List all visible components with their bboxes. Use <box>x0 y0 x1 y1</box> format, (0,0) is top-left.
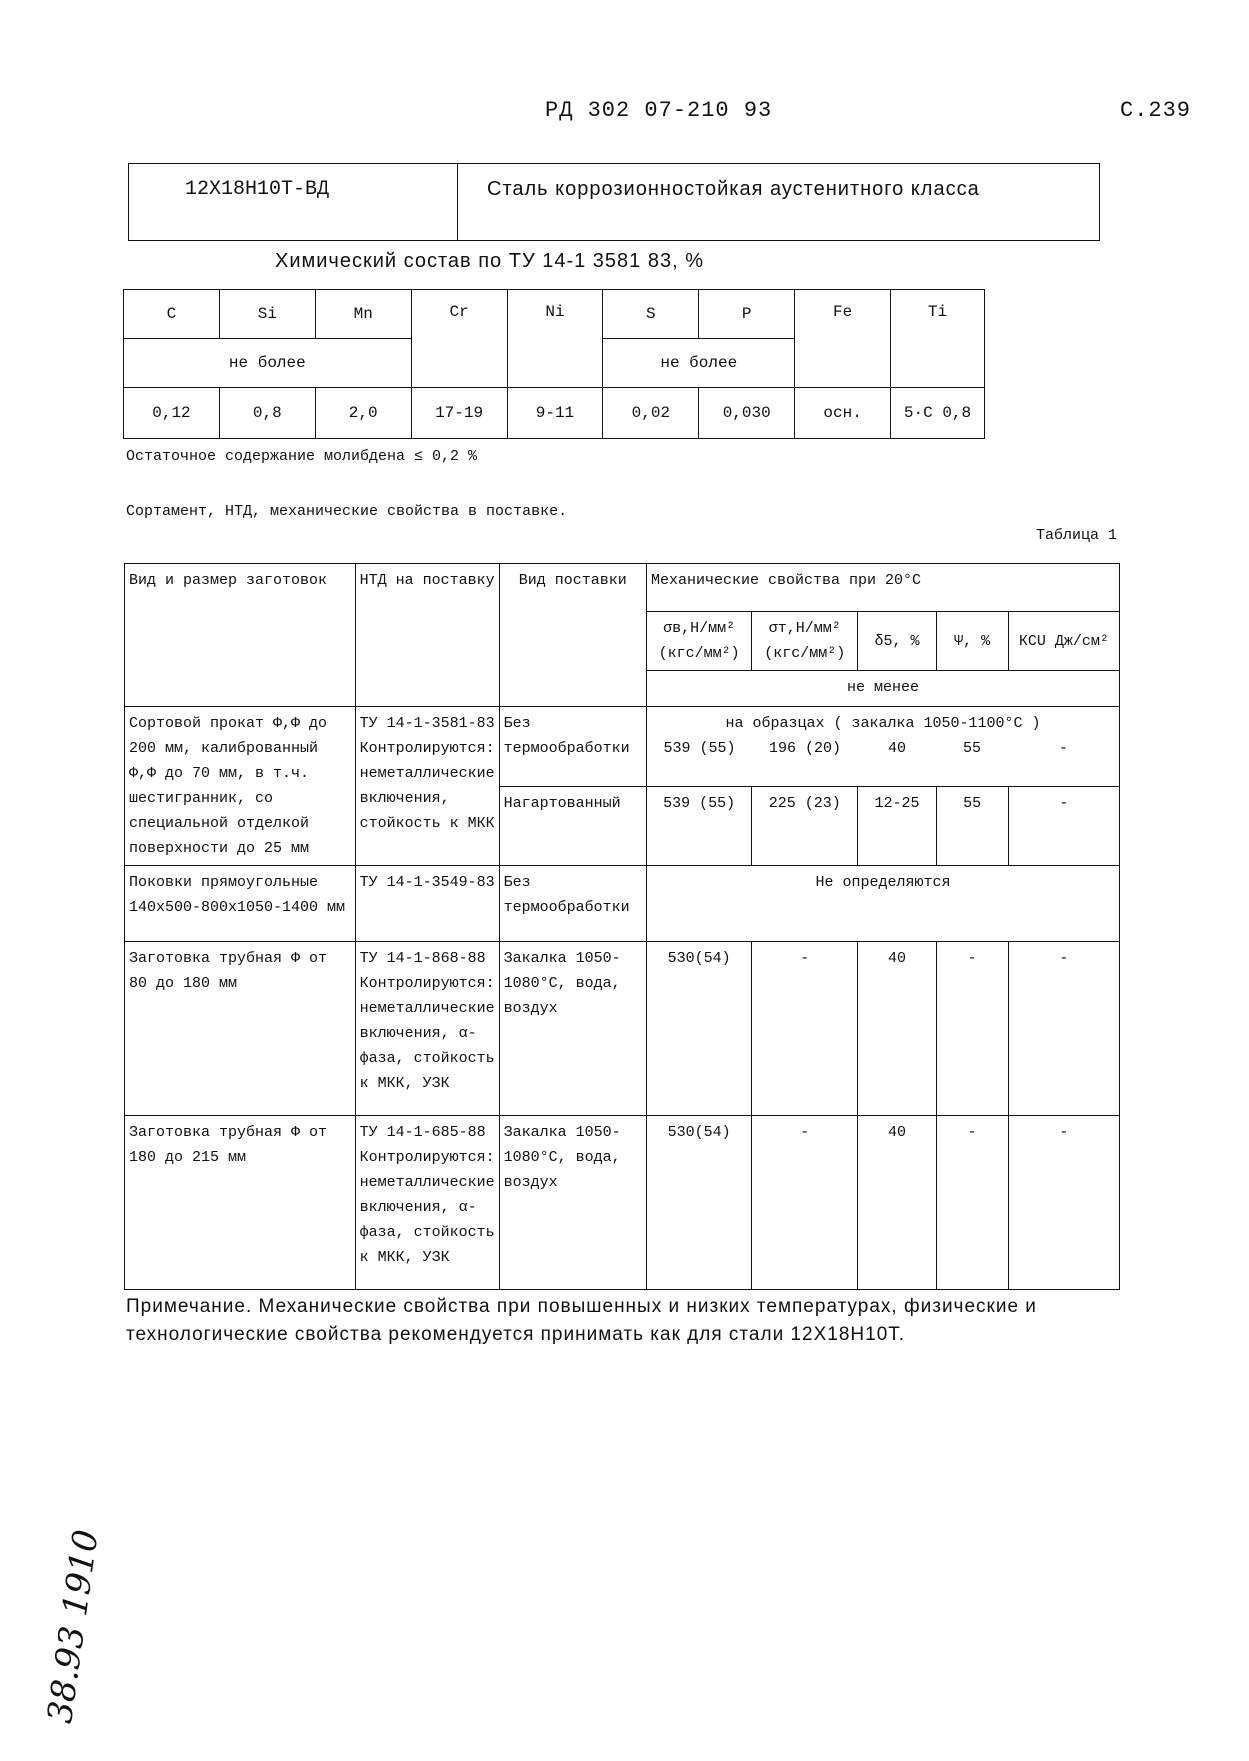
tensile-value: 530(54) <box>646 1116 751 1290</box>
properties-table <box>124 563 1120 1290</box>
element-header: Mn <box>315 290 411 339</box>
ntd-cell: ТУ 14-1-3549-83 <box>355 866 499 942</box>
yield-value: 196 (20) <box>768 740 841 757</box>
tensile-value: 530(54) <box>646 942 751 1116</box>
limit-label: не более <box>124 339 412 388</box>
header-mech: Механические свойства при 20°С <box>646 564 1119 612</box>
mech-not-determined: Не определяются <box>646 866 1119 942</box>
steel-grade: 12Х18Н10Т-ВД <box>185 178 330 201</box>
element-value: 2,0 <box>315 388 411 439</box>
elongation-value: 40 <box>858 1116 936 1290</box>
header-elongation: δ5, % <box>858 612 936 671</box>
element-value: 0,8 <box>219 388 315 439</box>
chemistry-title: Химический состав по ТУ 14-1 3581 83, % <box>275 250 704 272</box>
grade-title-box <box>128 163 1100 241</box>
footnote: Примечание. Механические свойства при повышенных и низких температурах, физические и технологические свойства рекомендуется принимать как для стали 12Х18Н10Т. <box>126 1296 1037 1345</box>
reduction-value: - <box>936 942 1008 1116</box>
reduction-value: 55 <box>936 786 1008 866</box>
elongation-value: 40 <box>887 740 906 757</box>
product-cell: Заготовка трубная Ф от 80 до 180 мм <box>125 942 356 1116</box>
supply-cell: Нагартованный <box>499 786 646 866</box>
element-value: 0,030 <box>699 388 795 439</box>
residual-note: Остаточное содержание молибдена ≤ 0,2 % <box>126 448 478 465</box>
impact-value: - <box>1008 786 1119 866</box>
elongation-value: 40 <box>858 942 936 1116</box>
chemistry-table <box>123 289 985 439</box>
page-number: С.239 <box>1120 98 1192 123</box>
tensile-value: 539 (55) <box>646 786 751 866</box>
title-divider <box>457 164 458 240</box>
element-header: Ti <box>891 290 985 388</box>
document-code: РД 302 07-210 93 <box>545 98 773 123</box>
element-value: 0,12 <box>124 388 220 439</box>
element-value: осн. <box>795 388 891 439</box>
element-header: P <box>699 290 795 339</box>
header-reduction: Ψ, % <box>936 612 1008 671</box>
header-tensile: σв,Н/мм² (кгс/мм²) <box>646 612 751 671</box>
test-condition-note: на образцах ( закалка 1050-1100°С ) <box>725 715 1041 732</box>
assortment-title: Сортамент, НТД, механические свойства в поставке. <box>126 503 568 520</box>
steel-description: Сталь коррозионностойкая аустенитного класса <box>487 178 980 200</box>
element-value: 5·С 0,8 <box>891 388 985 439</box>
supply-cell: Закалка 1050-1080°С, вода, воздух <box>499 1116 646 1290</box>
ntd-cell: ТУ 14-1-868-88 Контролируются: неметаллические включения, α-фаза, стойкость к МКК, УЗК <box>355 942 499 1116</box>
element-header: Si <box>219 290 315 339</box>
limit-label: не более <box>603 339 795 388</box>
ntd-cell: ТУ 14-1-3581-83 Контролируются: неметаллические включения, стойкость к МКК <box>355 707 499 866</box>
supply-cell: Закалка 1050-1080°С, вода, воздух <box>499 942 646 1116</box>
supply-cell: Без термообработки <box>499 707 646 787</box>
product-cell: Заготовка трубная Ф от 180 до 215 мм <box>125 1116 356 1290</box>
element-value: 0,02 <box>603 388 699 439</box>
ntd-cell: ТУ 14-1-685-88 Контролируются: неметаллические включения, α-фаза, стойкость к МКК, УЗК <box>355 1116 499 1290</box>
product-cell: Поковки прямоугольные 140х500-800х1050-1400 мм <box>125 866 356 942</box>
mech-group <box>646 707 1119 787</box>
element-header: Cr <box>411 290 507 388</box>
element-value: 17-19 <box>411 388 507 439</box>
element-header: S <box>603 290 699 339</box>
header-min: не менее <box>646 671 1119 707</box>
impact-value: - <box>1008 1116 1119 1290</box>
elongation-value: 12-25 <box>858 786 936 866</box>
impact-value: - <box>1008 942 1119 1116</box>
handwritten-signature: 38.93 1910 <box>40 1527 107 1726</box>
yield-value: 225 (23) <box>752 786 858 866</box>
yield-value: - <box>752 942 858 1116</box>
product-cell: Сортовой прокат Ф,Ф до 200 мм, калиброванный Ф,Ф до 70 мм, в т.ч. шестигранник, со специальной отделкой поверхности до 25 мм <box>125 707 356 866</box>
element-header: С <box>124 290 220 339</box>
yield-value: - <box>752 1116 858 1290</box>
header-yield: σт,Н/мм² (кгс/мм²) <box>752 612 858 671</box>
header-supply: Вид поставки <box>499 564 646 707</box>
impact-value: - <box>1058 740 1068 757</box>
reduction-value: - <box>936 1116 1008 1290</box>
element-header: Ni <box>507 290 603 388</box>
header-ntd: НТД на поставку <box>355 564 499 707</box>
element-header: Fe <box>795 290 891 388</box>
tensile-value: 539 (55) <box>663 740 736 757</box>
header-product: Вид и размер заготовок <box>125 564 356 707</box>
element-value: 9-11 <box>507 388 603 439</box>
supply-cell: Без термообработки <box>499 866 646 942</box>
table-label: Таблица 1 <box>1036 527 1118 544</box>
header-impact: КСU Дж/см² <box>1008 612 1119 671</box>
reduction-value: 55 <box>962 740 981 757</box>
